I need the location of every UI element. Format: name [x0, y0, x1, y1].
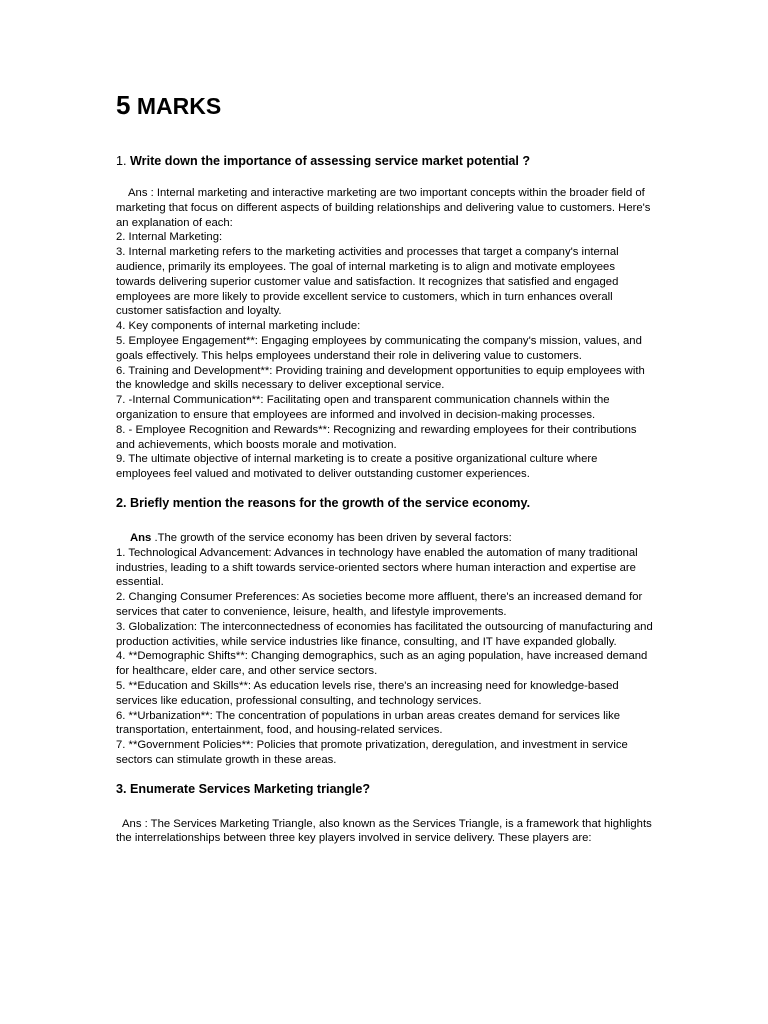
- answer-2-prefix: Ans: [130, 531, 152, 544]
- answer-2-point: 6. **Urbanization**: The concentration of populations in urban areas creates demand for services like transportation, entertainment, food, and housing-related services.: [116, 709, 621, 737]
- answer-1-point: 8. - Employee Recognition and Rewards**: Recognizing and rewarding employees for their contributions and achievements, which boosts morale and motivation.: [116, 423, 637, 451]
- answer-2: [116, 531, 654, 768]
- question-3-heading: [116, 780, 654, 798]
- answer-1-point: 9. The ultimate objective of internal marketing is to create a positive organizational culture where employees feel valued and motivated to deliver outstanding customer experiences.: [116, 453, 598, 481]
- document-page: [116, 88, 654, 846]
- page-title: [116, 88, 654, 123]
- title-number: 5: [116, 90, 131, 120]
- answer-3: [116, 817, 654, 847]
- question-3-text: Enumerate Services Marketing triangle?: [130, 781, 371, 796]
- answer-2-intro: [116, 531, 654, 546]
- answer-1-intro: Ans : Internal marketing and interactive marketing are two important concepts within the broader field of marketing that focus on different aspects of building relationships and delivering value to customers. Here's an explanation of each:: [116, 187, 651, 229]
- question-1-text: Write down the importance of assessing service market potential ?: [130, 154, 531, 168]
- answer-2-intro-text: .The growth of the service economy has been driven by several factors:: [151, 531, 512, 544]
- answer-2-point: 4. **Demographic Shifts**: Changing demographics, such as an aging population, have increased demand for healthcare, elder care, and other service sectors.: [116, 650, 648, 678]
- question-2-heading: [116, 494, 654, 512]
- answer-1: [116, 186, 654, 482]
- answer-1-point: 6. Training and Development**: Providing training and development opportunities to equip employees with the knowledge and skills necessary to deliver exceptional service.: [116, 364, 645, 392]
- question-1-heading: [116, 152, 654, 170]
- question-3-number: 3.: [116, 781, 127, 796]
- answer-1-point: 4. Key components of internal marketing include:: [116, 320, 361, 333]
- answer-2-point: 1. Technological Advancement: Advances in technology have enabled the automation of many traditional industries, leading to a shift towards service-oriented sectors where human interaction and expertise are essential.: [116, 546, 638, 589]
- answer-2-point: 2. Changing Consumer Preferences: As societies become more affluent, there's an increased demand for services that cater to convenience, leisure, health, and lifestyle improvements.: [116, 591, 643, 618]
- answer-3-intro: Ans : The Services Marketing Triangle, also known as the Services Triangle, is a framework that highlights the interrelationships between three key players involved in service delivery. These players are:: [116, 817, 652, 845]
- answer-1-point: 3. Internal marketing refers to the marketing activities and processes that target a company's internal audience, primarily its employees. The goal of internal marketing is to align and motivate employees towards delivering superior customer value and satisfaction. It recognizes that satisfied and engaged employees are more likely to provide excellent service to customers, which in turn enhances overall customer satisfaction and loyalty.: [116, 246, 619, 318]
- answer-2-point: 5. **Education and Skills**: As education levels rise, there's an increasing need for knowledge-based services like education, professional consulting, and technology services.: [116, 679, 619, 707]
- question-2-number: 2.: [116, 495, 127, 510]
- answer-1-point: 7. -Internal Communication**: Facilitating open and transparent communication channels within the organization to ensure that employees are informed and involved in decision-making processes.: [116, 394, 610, 421]
- answer-2-point: 3. Globalization: The interconnectedness of economies has facilitated the outsourcing of manufacturing and production activities, while service industries like finance, consulting, and IT have expanded globally.: [116, 620, 653, 648]
- answer-2-point: 7. **Government Policies**: Policies that promote privatization, deregulation, and investment in service sectors can stimulate growth in these areas.: [116, 739, 628, 766]
- title-text: MARKS: [136, 93, 222, 119]
- question-2-text: Briefly mention the reasons for the growth of the service economy.: [130, 495, 531, 510]
- question-1-number: 1.: [116, 154, 127, 168]
- answer-1-point: 2. Internal Marketing:: [116, 231, 223, 244]
- answer-1-point: 5. Employee Engagement**: Engaging employees by communicating the company's mission, values, and goals effectively. This helps employees understand their role in delivering value to customers.: [116, 334, 642, 362]
